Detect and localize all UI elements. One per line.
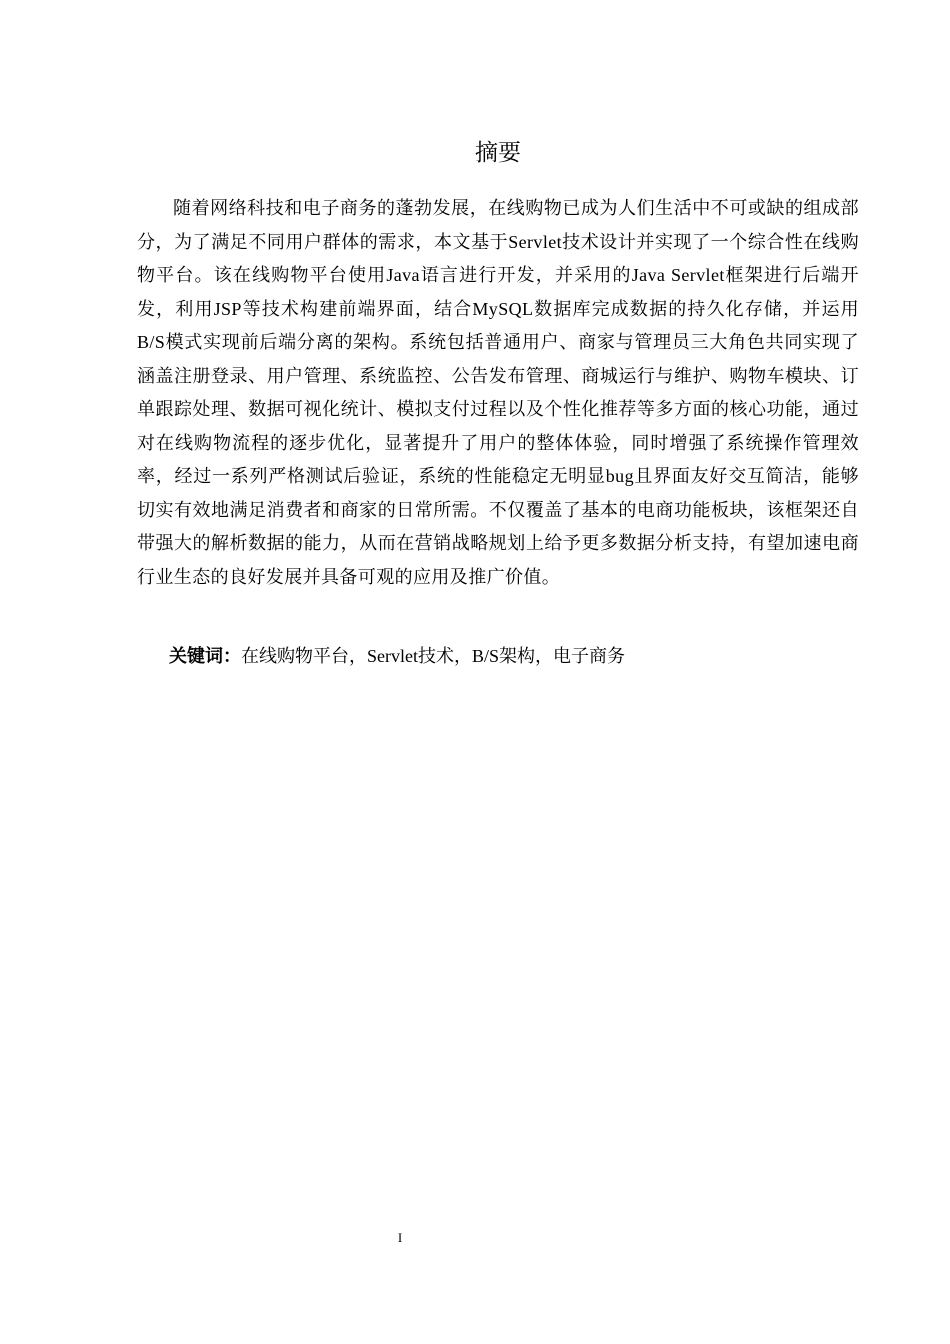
abstract-paragraph: 随着网络科技和电子商务的蓬勃发展，在线购物已成为人们生活中不可或缺的组成部分，为了满足不同用户群体的需求，本文基于Servlet技术设计并实现了一个综合性在线购物平台。该在线购物平台使用Java语言进行开发，并采用的Java Servlet框架进行后端开发，利用JSP等技术构建前端界面，结合MySQL数据库完成数据的持久化存储，并运用B/S模式实现前后端分离的架构。系统包括普通用户、商家与管理员三大角色共同实现了涵盖注册登录、用户管理、系统监控、公告发布管理、商城运行与维护、购物车模块、订单跟踪处理、数据可视化统计、模拟支付过程以及个性化推荐等多方面的核心功能，通过对在线购物流程的逐步优化，显著提升了用户的整体体验，同时增强了系统操作管理效率，经过一系列严格测试后验证，系统的性能稳定无明显bug且界面友好交互简洁，能够切实有效地满足消费者和商家的日常所需。不仅覆盖了基本的电商功能板块，该框架还自带强大的解析数据的能力，从而在营销战略规划上给予更多数据分析支持，有望加速电商行业生态的良好发展并具备可观的应用及推广价值。: [137, 198, 859, 587]
page-title: 摘要: [475, 140, 521, 166]
keywords-line: [169, 640, 859, 673]
keywords-label: 关键词：: [169, 646, 241, 667]
page-number: I: [397, 1230, 403, 1245]
keywords-text: 在线购物平台，Servlet技术，B/S架构，电子商务: [241, 646, 626, 666]
